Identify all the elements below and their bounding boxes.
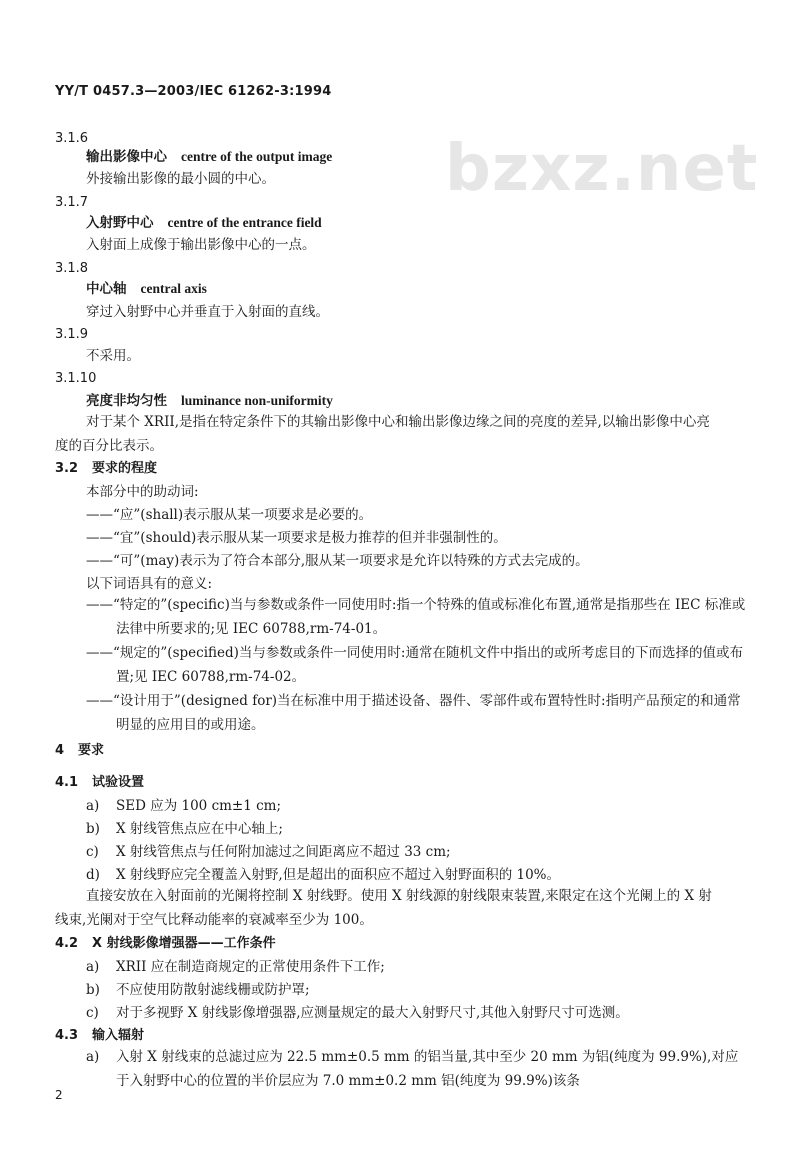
item-text: XRII 应在制造商规定的正常使用条件下工作; (116, 959, 385, 975)
term-definition: 穿过入射野中心并垂直于入射面的直线。 (86, 304, 329, 320)
item-label: a) (86, 1049, 100, 1065)
clause-number: 3.1.10 (55, 371, 97, 386)
list-item: ——“宜”(should)表示服从某一项要求是极力推荐的但并非强制性的。 (86, 530, 507, 546)
item-label: a) (86, 959, 100, 975)
term-en: central axis (140, 281, 207, 296)
term-heading (86, 392, 333, 410)
list-item: ——“特定的”(specific)当与参数或条件一同使用时:指一个特殊的值或标准化布置,通常是指那些在 IEC 标准或法律中所要求的;见 IEC 60788,rm-74-01。 (86, 597, 746, 637)
section-number: 4 (55, 743, 65, 758)
standard-header: YY/T 0457.3—2003/IEC 61262-3:1994 (55, 84, 332, 99)
term-definition: 外接输出影像的最小圆的中心。 (86, 171, 275, 187)
clause-number: 3.1.7 (55, 195, 89, 210)
clause-number: 3.1.6 (55, 131, 89, 146)
list-item: ——“应”(shall)表示服从某一项要求是必要的。 (86, 507, 373, 523)
paragraph: 以下词语具有的意义: (86, 576, 213, 592)
section-heading (55, 1027, 144, 1045)
paragraph: 本部分中的助动词: (86, 484, 199, 500)
item-text: 不应使用防散射滤线栅或防护罩; (116, 982, 310, 998)
term-zh: 亮度非均匀性 (86, 393, 167, 409)
item-text: SED 应为 100 cm±1 cm; (116, 798, 282, 814)
term-en: luminance non-uniformity (181, 393, 333, 408)
item-label: a) (86, 798, 100, 814)
section-heading (55, 935, 276, 953)
list-item (86, 843, 451, 861)
paragraph: 直接安放在入射面前的光阑将控制 X 射线野。使用 X 射线源的射线限束装置,来限定在这个光阑上的 X 射线束,光阑对于空气比释动能率的衰减率至少为 100。 (55, 888, 712, 928)
item-text: X 射线管焦点与任何附加滤过之间距离应不超过 33 cm; (116, 844, 451, 860)
item-text: 对于多视野 X 射线影像增强器,应测量规定的最大入射野尺寸,其他入射野尺寸可选测。 (116, 1005, 629, 1021)
list-item (86, 820, 283, 838)
watermark: bzxz.net (445, 132, 759, 206)
term-heading (86, 148, 332, 166)
term-zh: 入射野中心 (86, 215, 154, 231)
item-label: c) (86, 844, 99, 860)
clause-number: 3.1.9 (55, 327, 89, 342)
term-heading (86, 214, 322, 232)
list-item (86, 981, 310, 999)
page-number: 2 (55, 1088, 63, 1102)
list-item (86, 958, 385, 976)
list-item (86, 1004, 629, 1022)
section-title: 试验设置 (92, 775, 145, 790)
section-heading (55, 774, 144, 792)
section-title: 要求的程度 (92, 461, 158, 476)
term-en: centre of the entrance field (167, 215, 322, 230)
item-label: b) (86, 982, 100, 998)
section-number: 4.1 (55, 775, 79, 790)
section-number: 3.2 (55, 461, 79, 476)
list-item: ——“可”(may)表示为了符合本部分,服从某一项要求是允许以特殊的方式去完成的。 (86, 553, 589, 569)
term-heading (86, 280, 207, 298)
list-item: ——“规定的”(specified)当与参数或条件一同使用时:通常在随机文件中指出的或所考虑目的下而选择的值或布置;见 IEC 60788,rm-74-02。 (86, 645, 743, 685)
list-item: ——“设计用于”(designed for)当在标准中用于描述设备、器件、零部件或布置特性时:指明产品预定的和通常明显的应用目的或用途。 (86, 693, 741, 733)
item-label: b) (86, 821, 100, 837)
section-number: 4.3 (55, 1028, 79, 1043)
list-item (86, 1045, 746, 1093)
section-title: X 射线影像增强器——工作条件 (92, 936, 276, 951)
item-text: X 射线野应完全覆盖入射野,但是超出的面积应不超过入射野面积的 10%。 (116, 867, 560, 883)
term-zh: 中心轴 (86, 281, 127, 297)
section-number: 4.2 (55, 936, 79, 951)
section-heading (55, 742, 104, 760)
term-en: centre of the output image (181, 149, 333, 164)
item-text: X 射线管焦点应在中心轴上; (116, 821, 283, 837)
section-title: 要求 (78, 743, 105, 758)
clause-number: 3.1.8 (55, 261, 89, 276)
item-text: 入射 X 射线束的总滤过应为 22.5 mm±0.5 mm 的铝当量,其中至少 20 mm 为铝(纯度为 99.9%),对应于入射野中心的位置的半价层应为 7.0 mm±0.2 mm 铝(纯度为 99.9%)该条 (116, 1049, 739, 1089)
list-item (86, 797, 281, 815)
term-definition: 对于某个 XRII,是指在特定条件下的其输出影像中心和输出影像边缘之间的亮度的差异,以输出影像中心亮度的百分比表示。 (55, 414, 710, 454)
term-definition: 不采用。 (86, 348, 140, 364)
section-title: 输入辐射 (92, 1028, 145, 1043)
item-label: d) (86, 867, 100, 883)
item-label: c) (86, 1005, 99, 1021)
term-zh: 输出影像中心 (86, 149, 167, 165)
section-heading (55, 460, 157, 478)
term-definition: 入射面上成像于输出影像中心的一点。 (86, 237, 316, 253)
list-item (86, 866, 560, 884)
